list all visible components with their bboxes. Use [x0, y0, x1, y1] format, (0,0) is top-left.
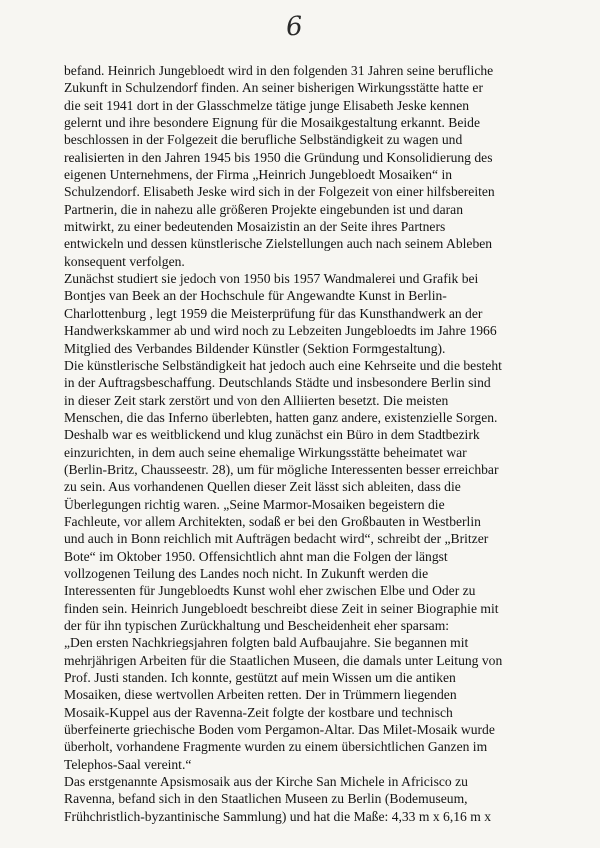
text-line: Schulzendorf. Elisabeth Jeske wird sich in der Folgezeit von einer hilfsbereiten — [64, 184, 495, 200]
text-line: der für ihn typischen Zurückhaltung und Bescheidenheit eher sparsam: — [64, 618, 450, 633]
text-line: überfeinerte griechische Boden vom Pergamon-Altar. Das Milet-Mosaik wurde — [64, 722, 495, 738]
text-line: Deshalb war es weitblickend und klug zunächst ein Büro in dem Stadtbezirk — [64, 427, 480, 443]
text-line: die seit 1941 dort in der Glasschmelze tätige junge Elisabeth Jeske kennen — [64, 97, 470, 113]
text-line: finden sein. Heinrich Jungebloedt beschreibt diese Zeit in seiner Biographie mit — [64, 600, 499, 616]
text-line: Die künstlerische Selbständigkeit hat jedoch auch eine Kehrseite und die besteht — [64, 357, 502, 373]
text-line: eigenen Unternehmens, der Firma „Heinrich Jungebloedt Mosaiken“ in — [64, 167, 453, 183]
text-line: mehrjährigen Arbeiten für die Staatlichen Museen, die damals unter Leitung von — [64, 652, 503, 668]
text-line: Frühchristlich-byzantinische Sammlung) und hat die Maße: 4,33 m x 6,16 m x — [64, 808, 492, 824]
text-line: „Den ersten Nachkriegsjahren folgten bald Aufbaujahre. Sie begannen mit — [64, 635, 469, 651]
page-number: 6 — [284, 11, 304, 43]
text-line: und auch in Bonn reichlich mit Aufträgen bedacht wird“, schreibt der „Britzer — [64, 531, 489, 547]
text-line: Zukunft in Schulzendorf finden. An seiner bisherigen Wirkungsstätte hatte er — [64, 80, 483, 96]
text-line: entwickeln und dessen künstlerische Zielstellungen auch nach seinem Ableben — [64, 236, 493, 252]
text-line: Partnerin, die in nahezu alle größeren Projekte eingebunden ist und daran — [64, 201, 463, 217]
text-line: überholt, vorhandene Fragmente wurden zu einem übersichtlichen Ganzen im — [64, 739, 488, 755]
text-line: Telephos-Saal vereint.“ — [64, 756, 192, 772]
text-line: in dieser Zeit stark zerstört und von den Alliierten besetzt. Die meisten — [64, 392, 449, 408]
text-line: konsequent verfolgen. — [64, 253, 185, 269]
text-line: Ravenna, befand sich in den Staatlichen Museen zu Berlin (Bodemuseum, — [64, 791, 468, 807]
text-line: Handwerkskammer ab und wird noch zu Lebzeiten Jungebloedts im Jahre 1966 — [64, 323, 497, 339]
text-line: vollzogenen Teilung des Landes noch nicht. In Zukunft werden die — [64, 565, 429, 581]
text-line: einzurichten, in dem auch seine ehemalige Wirkungsstätte beheimatet war — [64, 444, 467, 460]
text-line: zu sein. Aus vorhandenen Quellen dieser Zeit lässt sich ableiten, dass die — [64, 479, 461, 495]
text-line: Bote“ im Oktober 1950. Offensichtlich ahnt man die Folgen der längst — [64, 548, 448, 564]
text-line: Mitglied des Verbandes Bildender Künstler (Sektion Formgestaltung). — [64, 340, 446, 356]
text-line: Prof. Justi standen. Ich konnte, gestützt auf mein Wissen um die antiken — [64, 670, 456, 686]
text-line: Mosaiken, diese wertvollen Arbeiten retten. Der in Trümmern liegenden — [64, 687, 457, 703]
text-line: Menschen, die das Inferno überlebten, hatten ganz andere, existenzielle Sorgen. — [64, 409, 498, 425]
text-line: (Berlin-Britz, Chausseestr. 28), um für mögliche Interessenten besser erreichbar — [64, 461, 499, 477]
text-line: realisierten in den Jahren 1945 bis 1950 die Gründung und Konsolidierung des — [64, 149, 493, 165]
text-line: befand. Heinrich Jungebloedt wird in den folgenden 31 Jahren seine berufliche — [64, 63, 494, 78]
text-line: Mosaik-Kuppel aus der Ravenna-Zeit folgte der kostbare und technisch — [64, 704, 453, 720]
text-line: gelernt und ihre besondere Eignung für die Mosaikgestaltung erkannt. Beide — [64, 115, 481, 131]
text-line: Bontjes van Beek an der Hochschule für Angewandte Kunst in Berlin- — [64, 288, 447, 304]
text-line: Das erstgenannte Apsismosaik aus der Kirche San Michele in Africisco zu — [64, 774, 468, 790]
text-line: mitwirkt, zu einer bedeutenden Mosaizistin an der Seite ihres Partners — [64, 219, 446, 235]
body-text — [64, 62, 564, 825]
text-line: in der Auftragsbeschaffung. Deutschlands Städte und insbesondere Berlin sind — [64, 375, 491, 391]
text-line: Überlegungen richtig waren. „Seine Marmor-Mosaiken begeistern die — [64, 496, 445, 512]
text-line: Zunächst studiert sie jedoch von 1950 bis 1957 Wandmalerei und Grafik bei — [64, 271, 479, 287]
text-line: Interessenten für Jungebloedts Kunst wohl eher zwischen Elbe und Oder zu — [64, 583, 476, 599]
text-line: Charlottenburg , legt 1959 die Meisterprüfung für das Kunsthandwerk an der — [64, 305, 483, 321]
text-line: beschlossen in der Folgezeit die berufliche Selbständigkeit zu wagen und — [64, 132, 463, 148]
text-line: Fachleute, vor allem Architekten, sodaß er bei den Großbauten in Westberlin — [64, 513, 481, 529]
